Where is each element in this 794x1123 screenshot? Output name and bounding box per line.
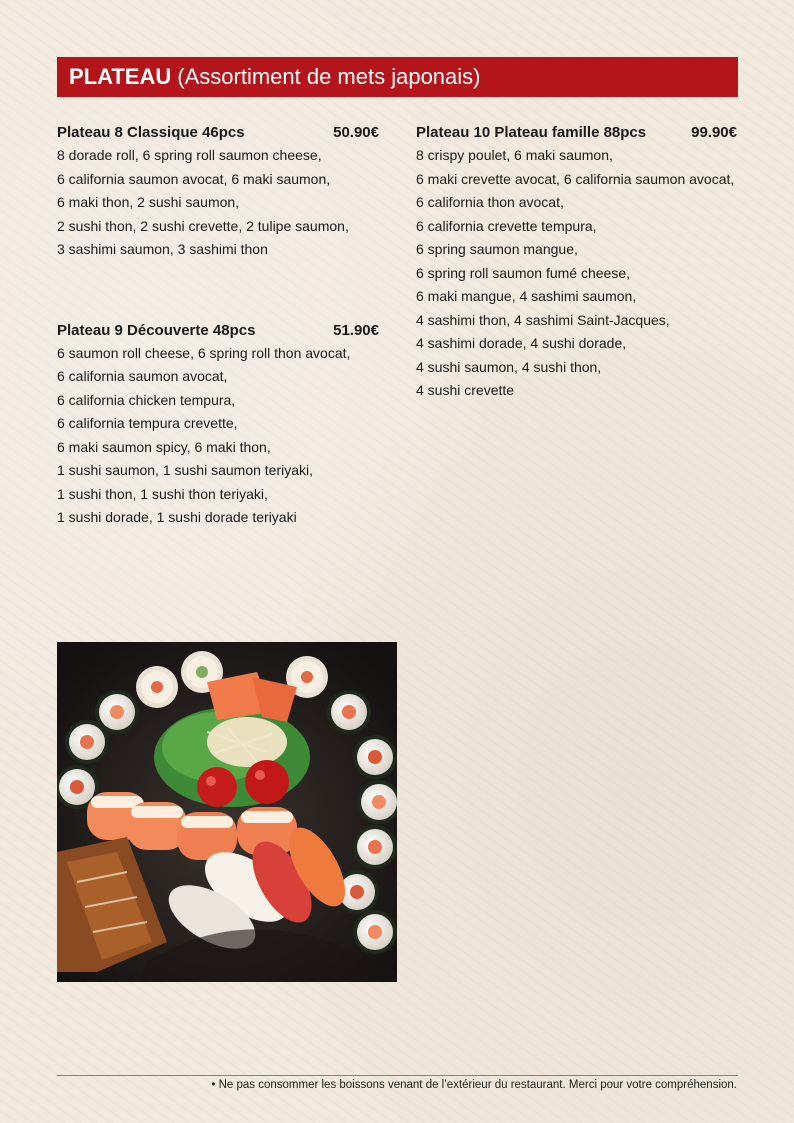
item-desc-line: 6 spring saumon mangue, bbox=[416, 241, 578, 257]
item-desc-line: 6 maki mangue, 4 sashimi saumon, bbox=[416, 288, 637, 304]
menu-column-left bbox=[57, 122, 379, 530]
item-desc-line: 6 maki thon, 2 sushi saumon, bbox=[57, 194, 240, 210]
item-desc-line: 8 crispy poulet, 6 maki saumon, bbox=[416, 147, 613, 163]
item-desc-line: 4 sushi crevette bbox=[416, 382, 515, 398]
section-banner bbox=[57, 57, 738, 97]
item-desc-line: 4 sashimi thon, 4 sashimi Saint-Jacques, bbox=[416, 311, 670, 328]
item-description bbox=[416, 144, 746, 403]
item-desc-line: 6 maki crevette avocat, 6 california saumon avocat, bbox=[416, 170, 735, 187]
item-desc-line: 6 california saumon avocat, bbox=[57, 368, 228, 384]
item-desc-line: 6 california crevette tempura, bbox=[416, 217, 597, 234]
item-desc-line: 8 dorade roll, 6 spring roll saumon cheese, bbox=[57, 147, 322, 163]
menu-column-right bbox=[416, 122, 746, 403]
item-desc-line: 3 sashimi saumon, 3 sashimi thon bbox=[57, 241, 268, 257]
item-name: Plateau 10 Plateau famille 88pcs bbox=[416, 124, 647, 141]
item-desc-line: 6 california tempura crevette, bbox=[57, 415, 238, 431]
item-desc-line: 6 saumon roll cheese, 6 spring roll thon avocat, bbox=[57, 344, 351, 361]
section-title: PLATEAU bbox=[69, 64, 172, 89]
item-desc-line: 6 maki saumon spicy, 6 maki thon, bbox=[57, 438, 271, 455]
item-price: 99.90€ bbox=[691, 124, 737, 141]
footer-divider bbox=[57, 1075, 738, 1076]
item-desc-line: 6 california chicken tempura, bbox=[57, 391, 236, 408]
item-price: 51.90€ bbox=[333, 321, 379, 339]
item-name: Plateau 8 Classique 46pcs bbox=[57, 124, 245, 141]
item-name: Plateau 9 Découverte 48pcs bbox=[57, 321, 256, 339]
item-price: 50.90€ bbox=[333, 124, 379, 141]
item-desc-line: 2 sushi thon, 2 sushi crevette, 2 tulipe saumon, bbox=[57, 217, 349, 234]
item-description bbox=[57, 342, 379, 530]
item-desc-line: 6 spring roll saumon fumé cheese, bbox=[416, 264, 630, 281]
footer-note: • Ne pas consommer les boissons venant de l’extérieur du restaurant. Merci pour votre compréhension. bbox=[211, 1079, 737, 1091]
item-desc-line: 6 california saumon avocat, 6 maki saumon, bbox=[57, 170, 331, 187]
section-subtitle: (Assortiment de mets japonais) bbox=[177, 64, 481, 89]
sushi-platter-photo bbox=[57, 642, 397, 982]
item-desc-line: 4 sashimi dorade, 4 sushi dorade, bbox=[416, 335, 627, 351]
item-desc-line: 4 sushi saumon, 4 sushi thon, bbox=[416, 358, 602, 375]
menu-item-plateau-10 bbox=[416, 122, 746, 403]
menu-item-plateau-8 bbox=[57, 122, 379, 262]
item-desc-line: 1 sushi thon, 1 sushi thon teriyaki, bbox=[57, 485, 268, 502]
item-description bbox=[57, 144, 379, 262]
item-desc-line: 6 california thon avocat, bbox=[416, 194, 564, 210]
item-desc-line: 1 sushi dorade, 1 sushi dorade teriyaki bbox=[57, 509, 297, 525]
item-desc-line: 1 sushi saumon, 1 sushi saumon teriyaki, bbox=[57, 462, 314, 478]
menu-item-plateau-9 bbox=[57, 320, 379, 530]
